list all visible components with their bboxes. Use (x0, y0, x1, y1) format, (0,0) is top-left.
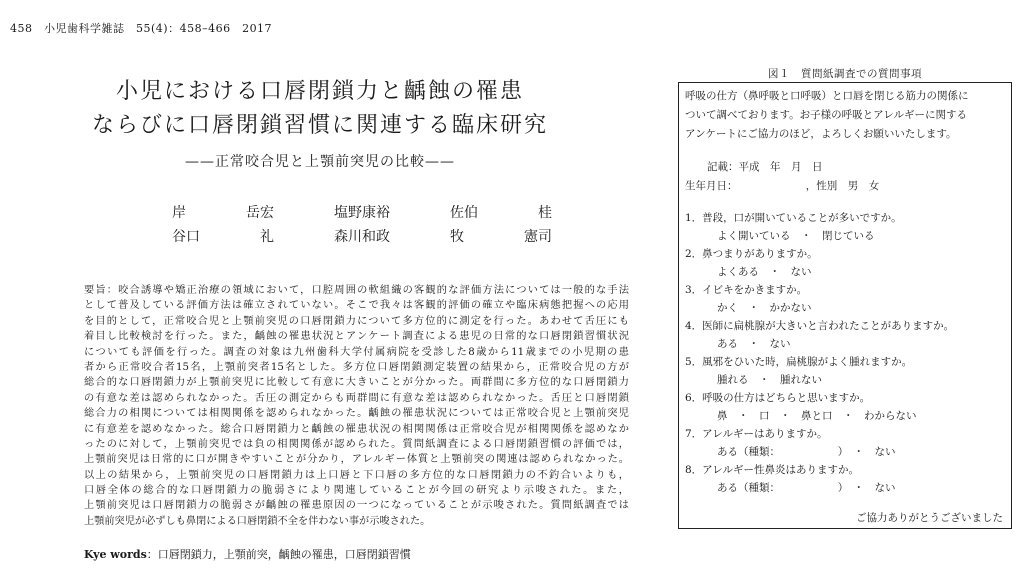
question-options: 鼻 ・ 口 ・ 鼻と口 ・ わからない (717, 410, 917, 422)
author-name: 岸 (172, 205, 186, 221)
abstract-line: として普及している評価方法は確立されていない。そこで我々は客観的評価の確立や臨床病態把握への応用 (84, 300, 629, 312)
question-text: 6．呼吸の仕方はどちらと思いますか。 (685, 392, 871, 404)
author-name: 佐伯 (450, 205, 478, 221)
question-text: 8．アレルギー性鼻炎はありますか。 (685, 464, 859, 476)
abstract-line: 上顎前突児は口唇閉鎖力の脆弱さが齲蝕の罹患原因の一つになっていることが示唆された。質問紙調査では (84, 500, 629, 512)
question-options: よく開いている ・ 閉じている (717, 230, 875, 242)
question-text: 5．風邪をひいた時，扁桃腺がよく腫れますか。 (685, 356, 913, 368)
abstract-line: 者から正常咬合者15名，上顎前突者15名とした。多方位口唇閉鎖測定装置の結果から，正常咬合児の方が (84, 361, 629, 373)
keywords (84, 546, 411, 562)
author-name: 牧 (450, 229, 464, 245)
question-options: ある ・ ない (717, 338, 791, 350)
author-name: 礼 (260, 229, 274, 245)
abstract-line: 口唇全体の総合的な口唇閉鎖力の脆弱さにより関連していることが今回の研究より示唆された。また， (84, 485, 629, 497)
journal-header: 458 小児歯科学雑誌 55(4)：458–466 2017 (10, 22, 273, 35)
thanks-note: ご協力ありがとうございました (856, 512, 1003, 524)
author-list (172, 202, 552, 250)
abstract-line: 上顎前突児が必ずしも鼻閉による口唇閉鎖不全を伴わない事が示唆された。 (84, 515, 431, 527)
question-options: ある（種類： ） ・ ない (717, 482, 896, 494)
abstract-line: ったのに対して，上顎前突児では負の相関関係が認められた。質問紙調査による口唇閉鎖習慣の評価では， (84, 438, 629, 450)
abstract-line: を目的として，正常咬合児と上顎前突児の口唇閉鎖力について多方位的に測定を行った。あわせて舌圧にも (84, 315, 629, 327)
questionnaire-intro (685, 87, 1005, 144)
abstract-line: 要旨：咬合誘導や矯正治療の領域において，口腔周囲の軟組織の客観的な評価方法については一般的な手法 (84, 285, 629, 296)
abstract-line: 総合力の相関については相関関係を認められなかった。齲蝕の罹患状況については正常咬合児と上顎前突児 (84, 408, 629, 420)
question-options: 腫れる ・ 腫れない (717, 374, 822, 386)
article-subtitle: ——正常咬合児と上顎前突児の比較—— (185, 154, 455, 170)
question-options: ある（種類： ） ・ ない (717, 446, 896, 458)
author-row (172, 202, 552, 226)
abstract-line: 上顎前突児は日常的に口が開きやすいことが分かり，アレルギー体質と上顎前突の関連は認められなかった。 (84, 454, 629, 466)
author-name: 谷口 (172, 229, 200, 245)
intro-line: 呼吸の仕方（鼻呼吸と口呼吸）と口唇を閉じる筋力の関係に (685, 90, 969, 102)
question-text: 2．鼻つまりがありますか。 (685, 248, 818, 260)
author-name: 岳宏 (246, 205, 274, 221)
abstract-line: 以上の結果から，上顎前突児の口唇閉鎖力は上口唇と下口唇の多方位的な口唇閉鎖力の不釣合いよりも， (84, 469, 629, 481)
abstract-line: に有意差を認めなかった。総合口唇閉鎖力と齲蝕の罹患状況の相関関係は正常咬合児が相関関係を認めなか (84, 423, 629, 435)
abstract (84, 283, 629, 529)
question-text: 7．アレルギーはありますか。 (685, 428, 828, 440)
question-text: 1．普段，口が開いていることが多いですか。 (685, 212, 902, 224)
questionnaire-box (678, 82, 1012, 529)
birthdate-gender: 生年月日： ，性別 男 女 (685, 180, 880, 192)
abstract-line: 総合的な口唇閉鎖力が上顎前突児に比較して有意に大きいことが分かった。両群間に多方位的な口唇閉鎖力 (84, 377, 629, 389)
author-row (172, 226, 552, 250)
record-date: 記載：平成 年 月 日 (707, 161, 823, 173)
article-title-line2: ならびに口唇閉鎖習慣に関連する臨床研究 (91, 113, 548, 138)
abstract-line: 着目し比較検討を行った。また，齲蝕の罹患状況とアンケート調査による患児の日常的な口唇閉鎖習慣状況 (84, 331, 629, 343)
intro-line: ついて調べております。お子様の呼吸とアレルギーに関する (685, 109, 967, 121)
figure-title: 図１ 質問紙調査での質問事項 (768, 68, 922, 80)
question-text: 3．イビキをかきますか。 (685, 284, 808, 296)
author-name: 森川和政 (334, 229, 390, 245)
author-name: 塩野康裕 (334, 205, 390, 221)
keywords-text: ：口唇閉鎖力，上顎前突，齲蝕の罹患，口唇閉鎖習慣 (146, 548, 411, 561)
author-name: 憲司 (524, 229, 552, 245)
keywords-label: Kye words (84, 548, 147, 561)
abstract-line: についても評価を行った。調査の対象は九州歯科大学付属病院を受診した8歳から11歳までの小児期の患 (84, 346, 629, 358)
question-text: 4．医師に扁桃腺が大きいと言われたことがありますか。 (685, 320, 955, 332)
author-name: 桂 (538, 205, 552, 221)
question-options: かく ・ かかない (717, 302, 812, 314)
question-options: よくある ・ ない (717, 266, 812, 278)
article-title-line1: 小児における口唇閉鎖力と齲蝕の罹患 (115, 79, 524, 104)
intro-line: アンケートにご協力のほど，よろしくお願いいたします。 (685, 128, 957, 140)
abstract-line: の有意な差は認められなかった。舌圧の測定からも両群間に有意な差は認められなかった。舌圧と口唇閉鎖 (84, 392, 629, 404)
